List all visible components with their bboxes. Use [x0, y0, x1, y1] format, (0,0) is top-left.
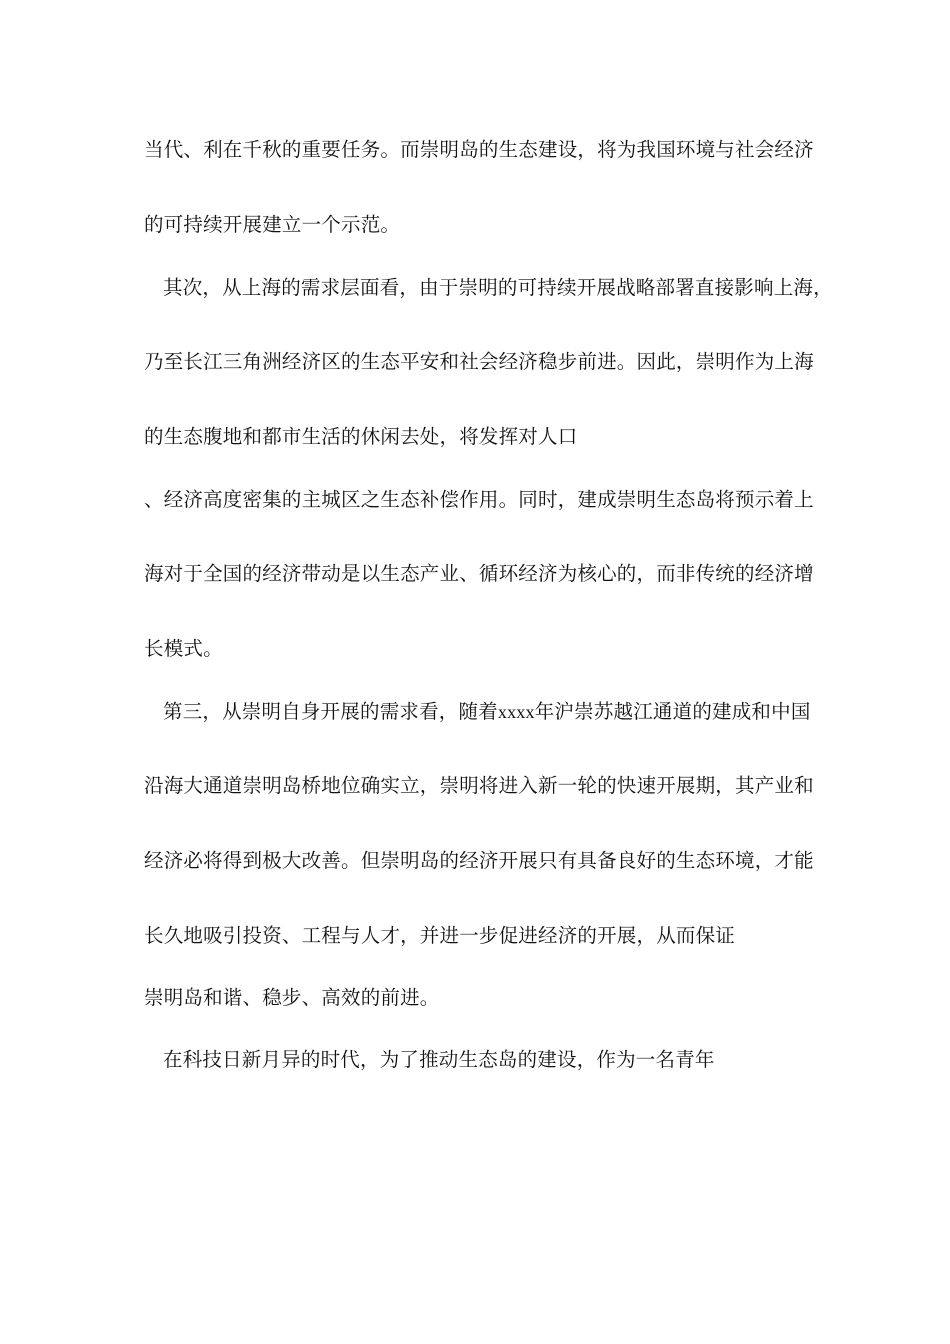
paragraph-line: 崇明岛和谐、稳步、高效的前进。 — [144, 986, 440, 1009]
paragraph-line: 的生态腹地和都市生活的休闲去处，将发挥对人口 — [144, 425, 578, 448]
paragraph-line: 当代、利在千秋的重要任务。而崇明岛的生态建设，将为我国环境与社会经济 — [144, 138, 814, 161]
paragraph-line: 经济必将得到极大改善。但崇明岛的经济开展只有具备良好的生态环境，才能 — [144, 849, 814, 872]
paragraph-line — [163, 699, 843, 725]
paragraph-line: 长久地吸引投资、工程与人才，并进一步促进经济的开展，从而保证 — [144, 924, 736, 947]
paragraph-line: 的可持续开展建立一个示范。 — [144, 213, 401, 236]
paragraph-line: 沿海大通道崇明岛桥地位确实立，崇明将进入新一轮的快速开展期，其产业和 — [144, 774, 814, 797]
line-text-prefix: 第三，从崇明自身开展的需求看，随着 — [163, 700, 498, 723]
paragraph-line: 其次，从上海的需求层面看，由于崇明的可持续开展战略部署直接影响上海， — [163, 276, 833, 299]
paragraph-line: 在科技日新月异的时代，为了推动生态岛的建设，作为一名青年 — [163, 1048, 715, 1071]
year-placeholder: xxxx — [497, 702, 535, 722]
paragraph-line: 长模式。 — [144, 637, 223, 660]
paragraph-line: 乃至长江三角洲经济区的生态平安和社会经济稳步前进。因此，崇明作为上海 — [144, 350, 814, 373]
paragraph-line: 海对于全国的经济带动是以生态产业、循环经济为核心的，而非传统的经济增 — [144, 562, 814, 585]
line-text-suffix: 年沪崇苏越江通道的建成和中国 — [534, 700, 811, 723]
paragraph-line: 、经济高度密集的主城区之生态补偿作用。同时，建成崇明生态岛将预示着上 — [144, 488, 814, 511]
